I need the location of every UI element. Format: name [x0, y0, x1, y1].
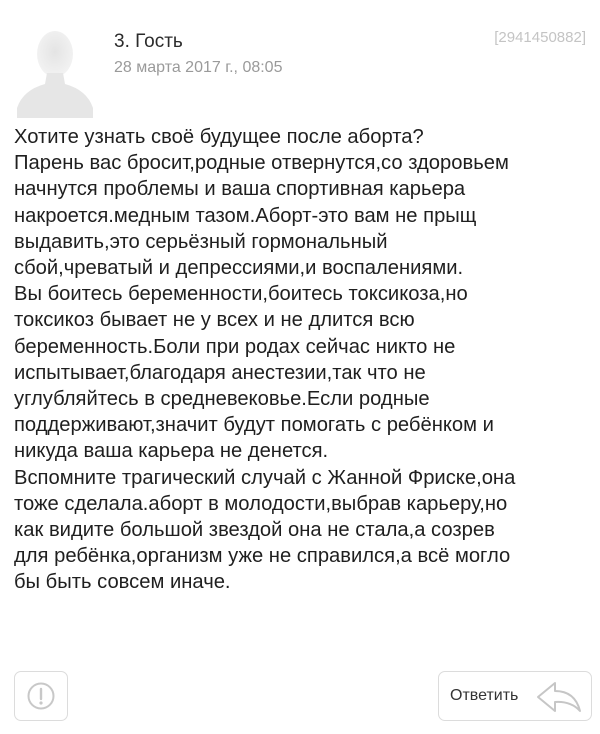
user-silhouette-icon	[17, 18, 93, 118]
comment-id: [2941450882]	[494, 29, 586, 46]
comment-date: 28 марта 2017 г., 08:05	[114, 59, 283, 76]
comment-body-line: Парень вас бросит,родные отвернутся,со здоровьем	[14, 152, 509, 175]
comment-body-line: никуда ваша карьера не денется.	[14, 440, 329, 463]
report-button[interactable]	[14, 671, 68, 721]
avatar	[17, 18, 93, 118]
comment-body	[14, 124, 594, 596]
comment-body-line: беременность.Боли при родах сейчас никто не	[14, 335, 456, 358]
comment-body-line: Хотите узнать своё будущее после аборта?	[14, 126, 424, 148]
reply-button-label: Ответить	[450, 687, 519, 704]
comment-body-line: как видите большой звездой она не стала,а созрев	[14, 519, 495, 542]
comment-body-line: испытывает,благодаря анестезии,так что не	[14, 361, 426, 384]
reply-arrow-icon	[535, 680, 583, 719]
comment-body-line: бы быть совсем иначе.	[14, 571, 231, 594]
comment-body-line: токсикоз бывает не у всех и не длится всю	[14, 309, 415, 332]
comment-body-line: Вспомните трагический случай с Жанной Фриске,она	[14, 466, 516, 489]
comment-author: 3. Гость	[114, 31, 183, 52]
comment-body-line: для ребёнка,организм уже не справился,а всё могло	[14, 545, 511, 568]
reply-button[interactable]	[438, 671, 592, 721]
comment-body-line: накроется.медным тазом.Аборт-это вам не прыщ	[14, 204, 477, 227]
comment-body-line: Вы боитесь беременности,боитесь токсикоза,но	[14, 283, 468, 306]
comment-body-line: тоже сделала.аборт в молодости,выбрав карьеру,но	[14, 492, 508, 515]
exclamation-circle-icon	[26, 681, 56, 711]
comment-body-line: сбой,чреватый и депрессиями,и воспалениями.	[14, 257, 464, 280]
comment-body-line: начнутся проблемы и ваша спортивная карьера	[14, 178, 466, 201]
comment-body-line: углубляйтесь в средневековье.Если родные	[14, 388, 430, 411]
comment-body-line: выдавить,это серьёзный гормональный	[14, 230, 388, 253]
comment-body-line: поддерживают,значит будут помогать с ребёнком и	[14, 414, 494, 437]
